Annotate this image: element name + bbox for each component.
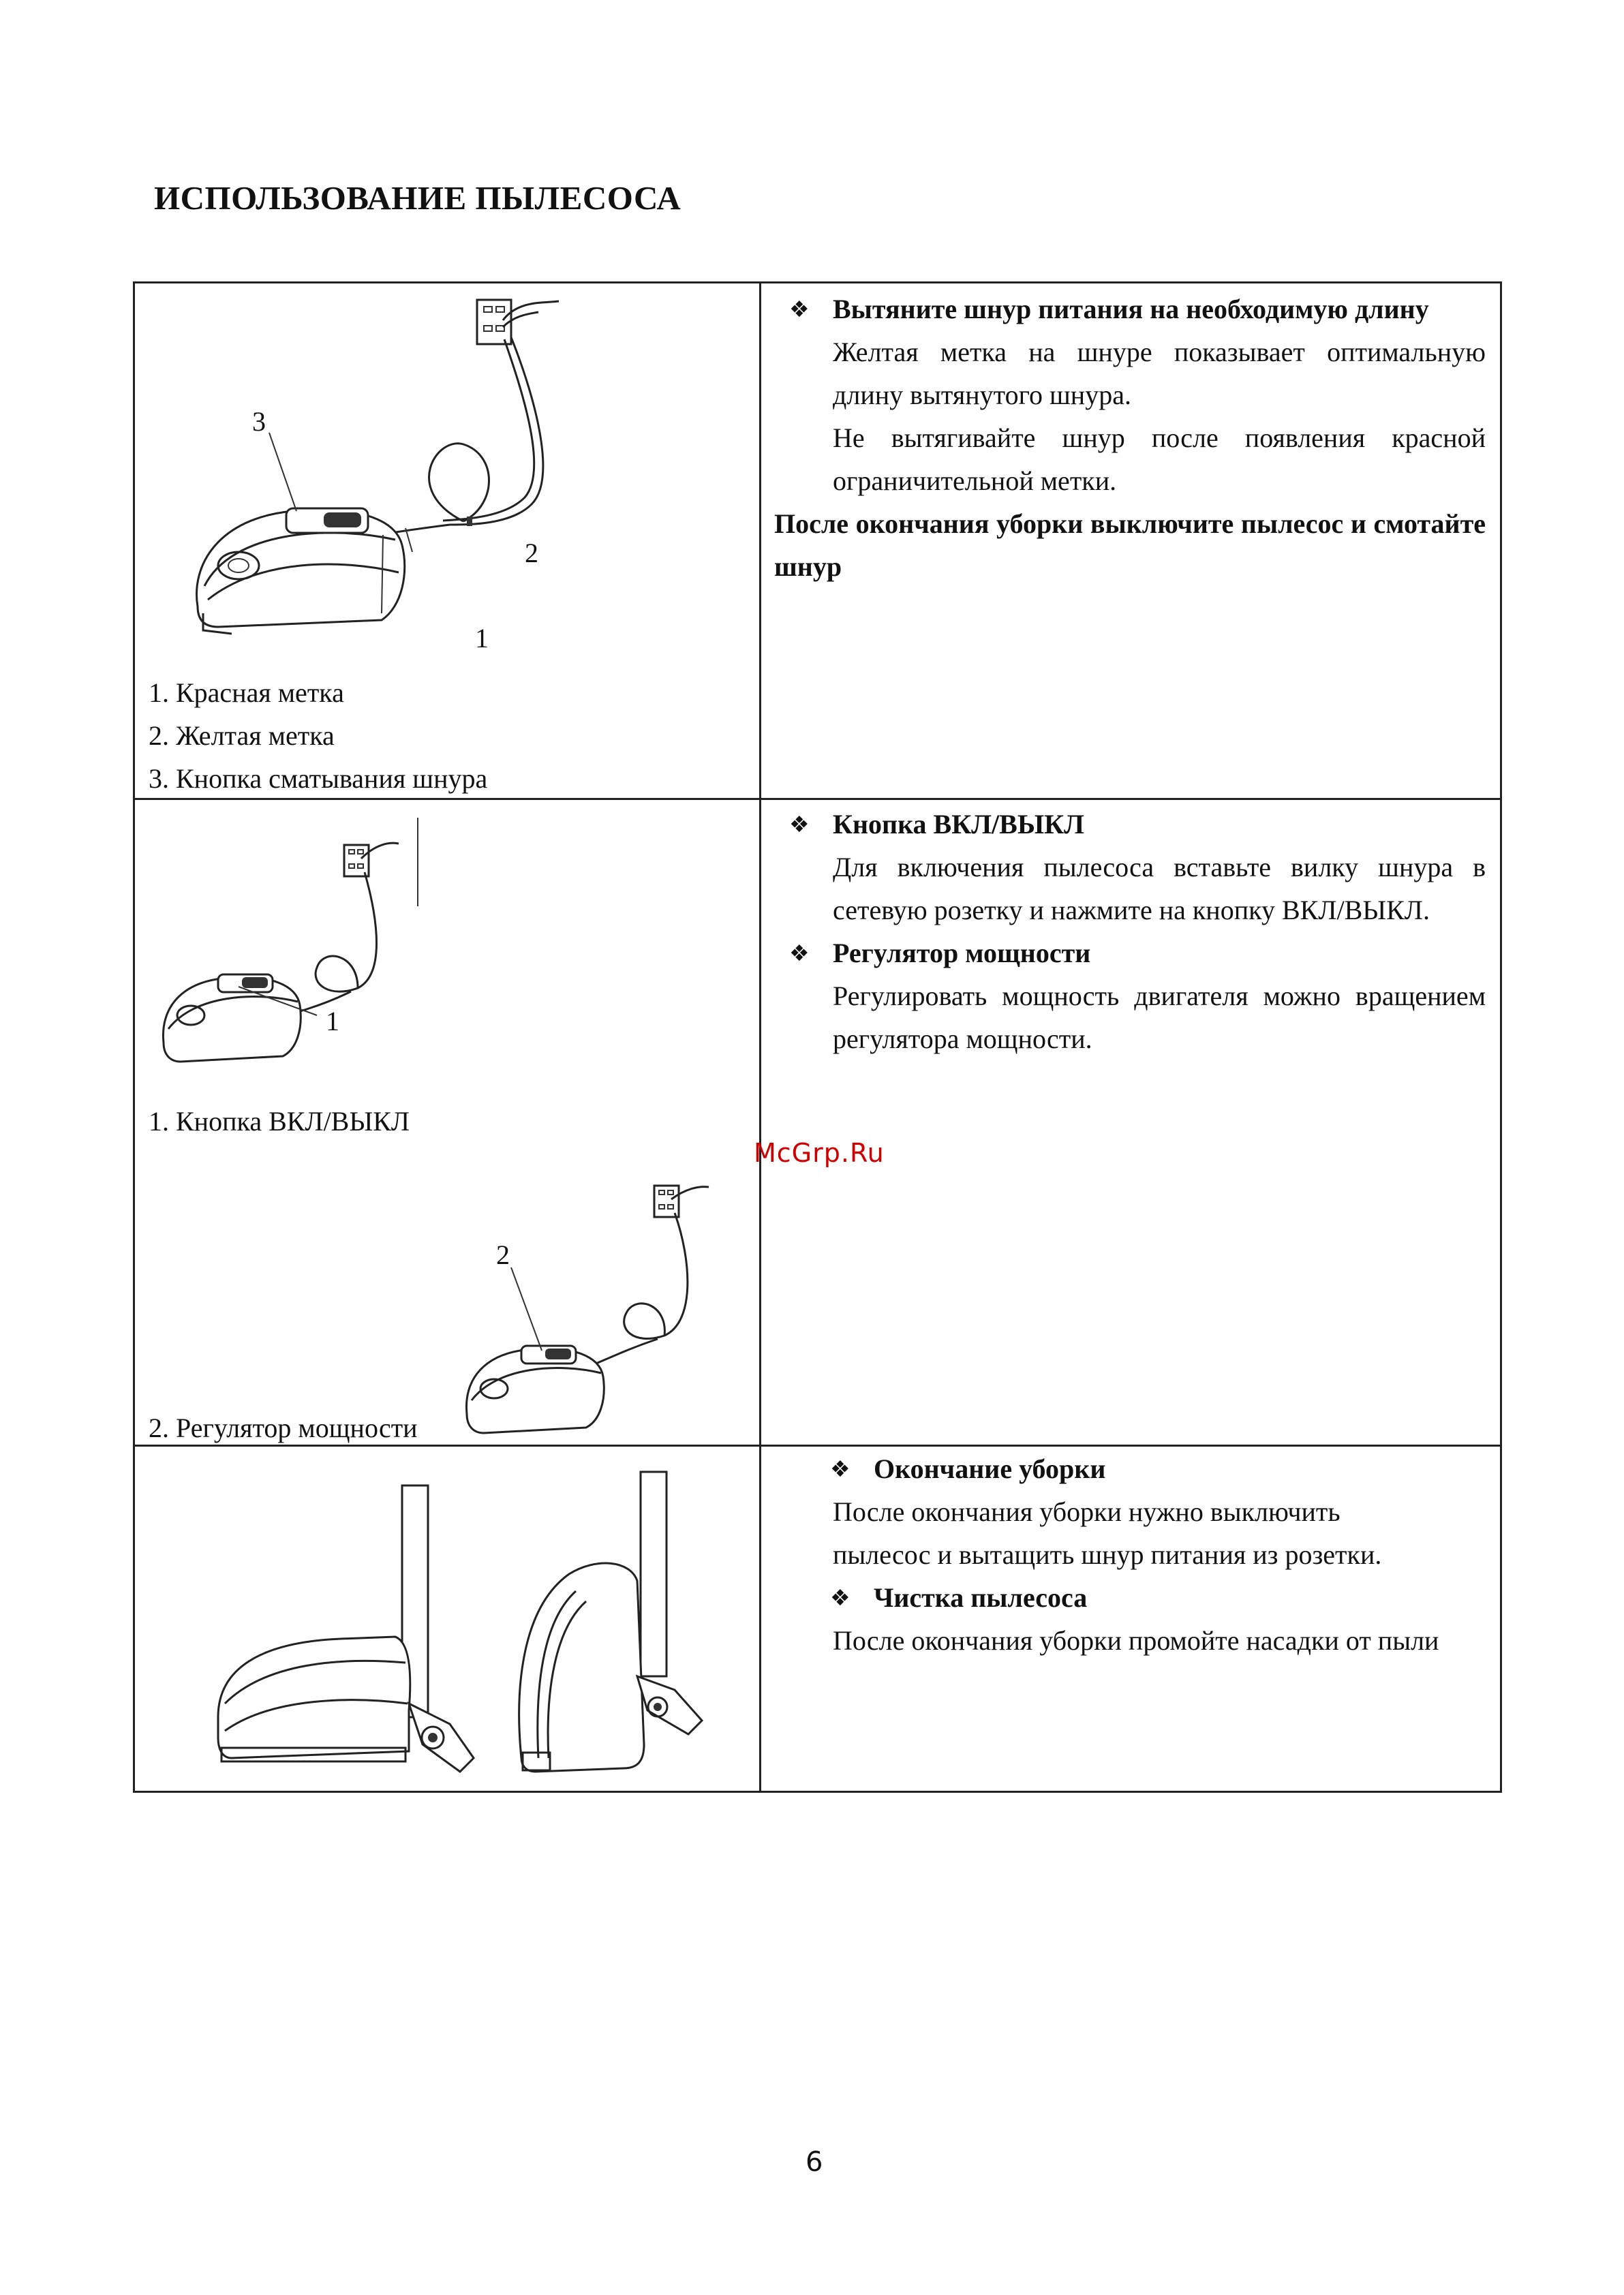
- heading-finish-cleaning: ❖ Окончание уборки: [874, 1447, 1105, 1490]
- callout-1: 1: [475, 623, 489, 653]
- caption-yellow-mark: 2. Желтая метка: [149, 720, 335, 751]
- note-rewind: После окончания уборки выключите пылесос и смотайте шнур: [774, 508, 1486, 582]
- para-power-button: Для включения пылесоса вставьте вилку шнура в сетевую розетку и нажмите на кнопку ВКЛ/ВЫКЛ.: [833, 852, 1486, 925]
- heading-pull-cord: ❖ Вытяните шнур питания на необходимую длину: [833, 288, 1429, 330]
- caption-power-regulator: 2. Регулятор мощности: [149, 1413, 418, 1443]
- para-yellow-mark: Желтая метка на шнуре показывает оптимальную длину вытянутого шнура.: [833, 337, 1486, 410]
- para-finish-line2: пылесос и вытащить шнур питания из розетки.: [833, 1539, 1382, 1570]
- heading-power-regulator: ❖ Регулятор мощности: [833, 931, 1090, 974]
- vacuum-parking-vertical-illustration: [508, 1472, 739, 1778]
- caption-power-button: 1. Кнопка ВКЛ/ВЫКЛ: [149, 1106, 410, 1137]
- vacuum-parking-horizontal-illustration: [204, 1479, 504, 1785]
- vacuum-power-button-illustration: [153, 811, 440, 1083]
- para-vacuum-cleaning: После окончания уборки промойте насадки от пыли: [833, 1625, 1439, 1656]
- callout-2: 2: [525, 538, 538, 568]
- vacuum-power-regulator-illustration: [457, 1172, 743, 1445]
- vacuum-cord-illustration: [177, 286, 654, 668]
- table-border-top: [133, 281, 1502, 283]
- para-red-mark: Не вытягивайте шнур после появления красной ограничительной метки.: [833, 422, 1486, 496]
- para-power-regulator: Регулировать мощность двигателя можно вращением регулятора мощности.: [833, 981, 1486, 1054]
- caption-rewind-button: 3. Кнопка сматывания шнура: [149, 763, 488, 794]
- caption-red-mark: 1. Красная метка: [149, 677, 344, 708]
- callout-3: 3: [252, 406, 266, 437]
- page-title: ИСПОЛЬЗОВАНИЕ ПЫЛЕСОСА: [154, 179, 681, 217]
- page-number: 6: [806, 2146, 823, 2178]
- callout-power-1: 1: [326, 1006, 339, 1036]
- heading-power-button: ❖ Кнопка ВКЛ/ВЫКЛ: [833, 803, 1084, 846]
- heading-vacuum-cleaning: ❖ Чистка пылесоса: [874, 1576, 1087, 1619]
- para-finish-line1: После окончания уборки нужно выключить: [833, 1496, 1340, 1527]
- table-border-bottom: [133, 1791, 1502, 1793]
- callout-regulator-2: 2: [496, 1239, 510, 1270]
- watermark: McGrp.Ru: [754, 1138, 885, 1168]
- table-column-divider: [759, 281, 761, 1793]
